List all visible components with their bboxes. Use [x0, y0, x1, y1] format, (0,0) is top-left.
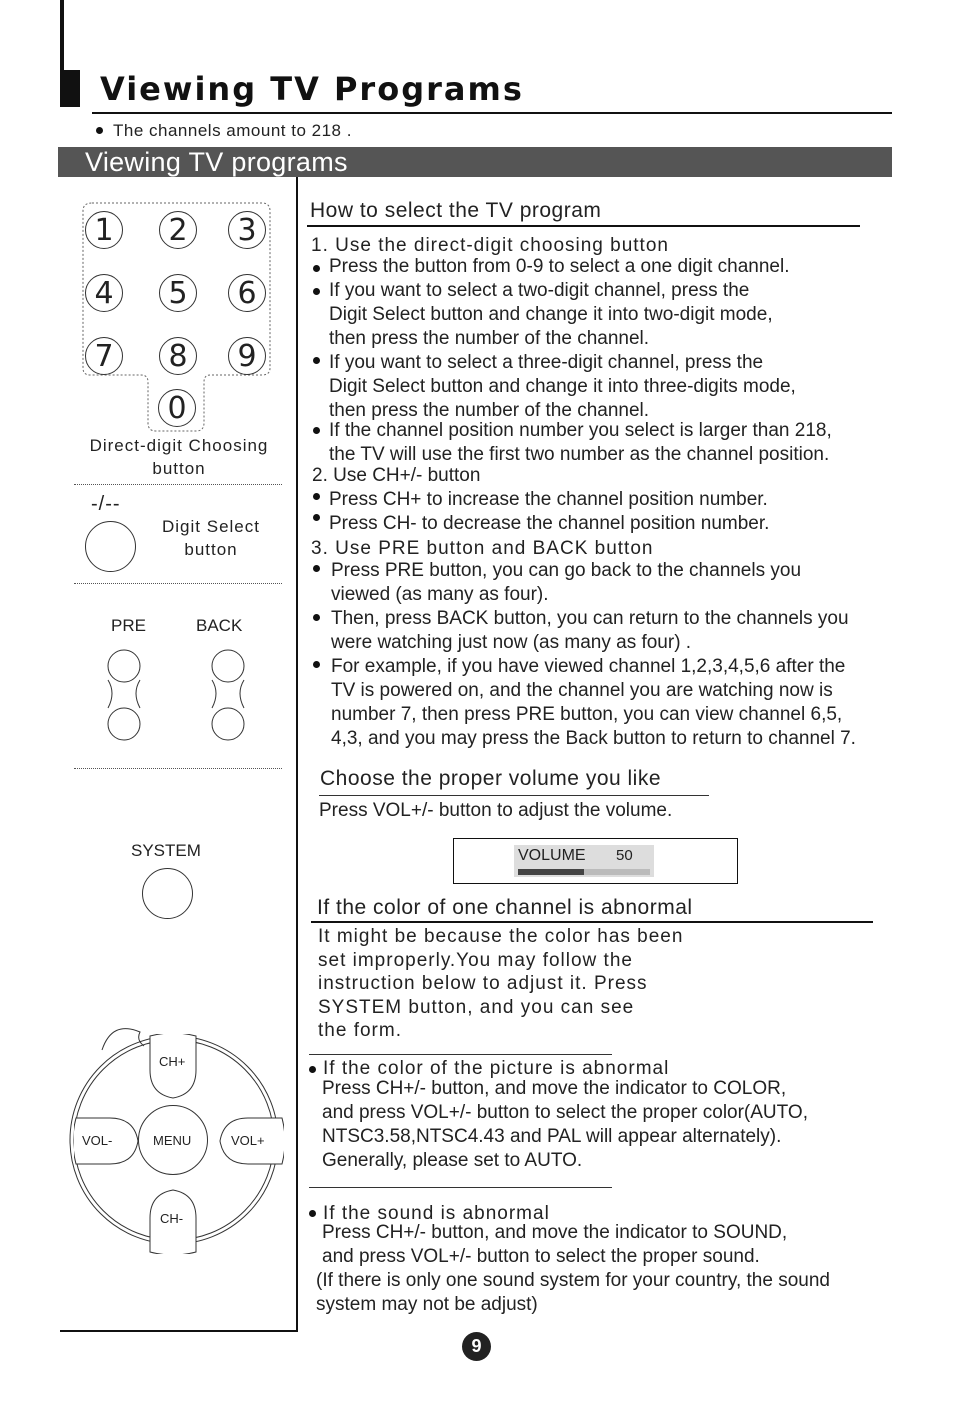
step1-bullet-2: If you want to select a two-digit channel, press the Digit Select button and change it into two-digit mode, then press the number of the channel. — [329, 280, 773, 349]
thin-separator — [309, 1054, 612, 1055]
color-abnormal-heading: If the color of one channel is abnormal — [317, 896, 693, 919]
picture-abnormal-title: If the color of the picture is abnormal — [323, 1058, 670, 1079]
heading-underline — [311, 921, 873, 923]
step3-title: 3. Use PRE button and BACK button — [311, 538, 654, 559]
dotted-separator — [74, 583, 282, 584]
bullet-dot — [309, 1066, 316, 1073]
ch-minus-label: CH- — [160, 1211, 184, 1226]
step2-bullet-1: Press CH+ to increase the channel position number. — [329, 489, 768, 510]
step2-bullet-2: Press CH- to decrease the channel position number. — [329, 513, 770, 534]
bottom-rule — [60, 1330, 298, 1332]
select-program-heading: How to select the TV program — [310, 199, 602, 222]
step1-bullet-4: If the channel position number you select is larger than 218, the TV will use the first two number as the channel position. — [329, 420, 832, 465]
vol-plus-label: VOL+ — [231, 1133, 265, 1148]
thin-separator — [309, 1187, 612, 1188]
bullet-dot — [313, 661, 320, 668]
digit-key-5[interactable]: 5 — [159, 274, 197, 312]
step2-title: 2. Use CH+/- button — [312, 465, 481, 486]
digit-key-4[interactable]: 4 — [85, 274, 123, 312]
step3-bullet-3: For example, if you have viewed channel 1,2,3,4,5,6 after the TV is powered on, and the channel you are watching now is number 7, then press PRE button, you can view channel 6,5, 4,3, and you may press the Back button to return to channel 7. — [331, 656, 856, 749]
bullet-dot — [313, 357, 320, 364]
bullet-dot — [313, 427, 320, 434]
digit-key-2[interactable]: 2 — [159, 211, 197, 249]
vol-minus-label: VOL- — [82, 1133, 113, 1148]
back-button[interactable] — [198, 646, 258, 746]
color-abnormal-intro: It might be because the color has been set improperly.You may follow the instruction below to adjust it. Press SYSTEM button, and you can see the form. — [318, 926, 684, 1041]
system-button[interactable] — [142, 868, 193, 919]
step1-title: 1. Use the direct-digit choosing button — [311, 235, 669, 256]
dotted-separator — [74, 768, 282, 769]
heading-underline — [307, 225, 860, 227]
sound-abnormal-text: Press CH+/- button, and move the indicator to SOUND, and press VOL+/- button to select the proper sound. — [322, 1222, 788, 1267]
digit-key-0[interactable]: 0 — [158, 389, 196, 427]
digit-select-button[interactable] — [85, 521, 136, 572]
bullet-dot — [309, 1210, 316, 1217]
pre-label: PRE — [111, 616, 146, 635]
bullet-dot — [313, 288, 320, 295]
digit-key-1[interactable]: 1 — [85, 211, 123, 249]
digit-key-6[interactable]: 6 — [228, 274, 266, 312]
volume-osd-label: VOLUME — [518, 847, 586, 864]
digit-select-symbol: -/-- — [91, 493, 121, 515]
bullet-dot — [313, 514, 320, 521]
direct-digit-caption: Direct-digit Choosing button — [89, 436, 269, 478]
step1-bullet-3: If you want to select a three-digit channel, press the Digit Select button and change it into three-digits mode, then press the number of the channel. — [329, 352, 796, 421]
volume-instruction: Press VOL+/- button to adjust the volume. — [319, 800, 673, 821]
back-label: BACK — [196, 616, 243, 635]
section-banner-text: Viewing TV programs — [85, 147, 348, 177]
page-number: 9 — [462, 1332, 491, 1361]
bullet-dot — [313, 493, 320, 500]
bullet-dot — [313, 614, 320, 621]
heading-underline — [319, 795, 709, 796]
system-label: SYSTEM — [131, 841, 201, 860]
step3-bullet-1: Press PRE button, you can go back to the channels you viewed (as many as four). — [331, 560, 802, 605]
digit-key-3[interactable]: 3 — [228, 211, 266, 249]
bullet-dot — [313, 265, 320, 272]
volume-level-fill — [518, 869, 584, 875]
step1-bullet-1: Press the button from 0-9 to select a one digit channel. — [329, 256, 790, 277]
picture-abnormal-text: Press CH+/- button, and move the indicator to COLOR, and press VOL+/- button to select the proper color(AUTO, NTSC3.58,NTSC4.43 and PAL will appear alternately). Generally, please set to AUTO. — [322, 1078, 808, 1171]
sound-abnormal-title: If the sound is abnormal — [323, 1203, 550, 1224]
dotted-separator — [74, 484, 282, 485]
digit-key-7[interactable]: 7 — [85, 337, 123, 375]
pre-button[interactable] — [94, 646, 154, 746]
bullet-dot — [313, 565, 320, 572]
channel-note: The channels amount to 218 . — [113, 121, 352, 140]
volume-osd-value: 50 — [616, 847, 633, 864]
sound-abnormal-note: (If there is only one sound system for your country, the sound system may not be adjust) — [316, 1270, 830, 1315]
menu-label: MENU — [153, 1133, 192, 1148]
ch-plus-label: CH+ — [159, 1054, 186, 1069]
digit-select-caption: Digit Select button — [162, 517, 260, 559]
step3-bullet-2: Then, press BACK button, you can return to the channels you were watching just now (as many as four) . — [331, 608, 849, 653]
digit-key-9[interactable]: 9 — [228, 337, 266, 375]
digit-key-8[interactable]: 8 — [159, 337, 197, 375]
page-title: Viewing TV Programs — [100, 70, 524, 108]
volume-heading: Choose the proper volume you like — [320, 767, 662, 790]
